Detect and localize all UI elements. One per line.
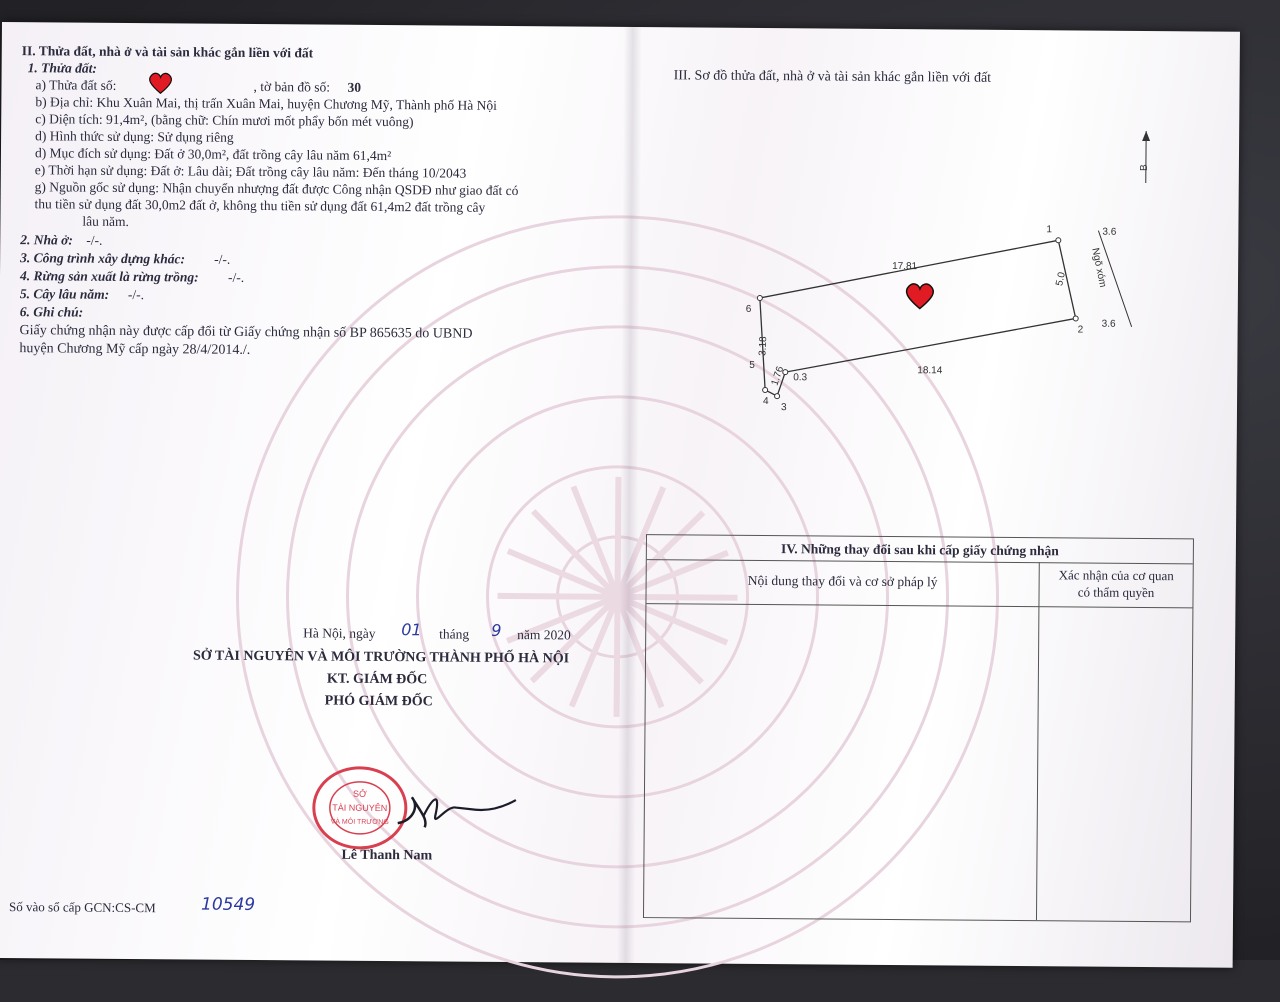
registry-label: Số vào sổ cấp GCN:CS-CM xyxy=(9,898,156,916)
length-left: 3.18 xyxy=(757,336,769,356)
perennial-value: -/-. xyxy=(128,286,144,303)
road-label: Ngõ xóm xyxy=(1089,247,1108,288)
seal-text-2: TÀI NGUYÊN xyxy=(332,803,387,813)
road-width-top: 3.6 xyxy=(1102,227,1116,238)
section-3-title: III. Sơ đồ thửa đất, nhà ở và tài sản khác gắn liền với đất xyxy=(674,67,992,86)
length-right: 5.0 xyxy=(1054,271,1068,287)
forest-value: -/-. xyxy=(228,269,244,286)
notes-label: 6. Ghi chú: xyxy=(20,303,84,320)
map-sheet-number: 30 xyxy=(347,79,361,96)
note-line-1: Giấy chứng nhận này được cấp đổi từ Giấy chứng nhận số BP 865635 do UBND xyxy=(20,322,473,343)
column-authority-line-2: có thẩm quyền xyxy=(1039,583,1192,601)
redaction-heart-icon xyxy=(147,71,173,95)
changes-table xyxy=(643,534,1194,922)
issue-day: 01 xyxy=(401,621,421,638)
point-3: 3 xyxy=(781,402,787,413)
point-2: 2 xyxy=(1078,324,1084,335)
road-width-bottom: 3.6 xyxy=(1102,319,1116,330)
column-divider xyxy=(1036,562,1040,920)
perennial-label: 5. Cây lâu năm: xyxy=(20,285,109,303)
note-line-2: huyện Chương Mỹ cấp ngày 28/4/2014./. xyxy=(19,340,250,359)
usage-purpose-line: d) Mục đích sử dụng: Đất ở 30,0m², đất trồng cây lâu năm 61,4m² xyxy=(35,144,391,164)
length-bottom: 18.14 xyxy=(917,365,943,376)
signature-mark xyxy=(416,785,526,836)
north-arrow-label: B xyxy=(1139,164,1150,171)
deputy-director: PHÓ GIÁM ĐỐC xyxy=(325,693,433,711)
issue-date-prefix: Hà Nội, ngày xyxy=(303,624,375,642)
house-value: -/-. xyxy=(86,232,102,249)
subsection-land-plot: 1. Thửa đất: xyxy=(28,59,97,77)
column-change-content: Nội dung thay đổi và cơ sở pháp lý xyxy=(647,571,1039,591)
point-6: 6 xyxy=(746,304,752,315)
area-line: c) Diện tích: 91,4m², (bằng chữ: Chín mươi mốt phẩy bốn mét vuông) xyxy=(35,110,413,130)
origin-line-1: g) Nguồn gốc sử dụng: Nhận chuyển nhượng đất được Công nhận QSDĐ như giao đất có xyxy=(35,178,519,199)
issue-month: 9 xyxy=(491,622,501,639)
redaction-heart-icon-2 xyxy=(904,281,936,311)
signer-name: Lê Thanh Nam xyxy=(341,847,432,865)
plot-number-label: a) Thửa đất số: xyxy=(35,76,116,94)
land-plot-diagram xyxy=(739,128,1161,431)
section-4-title: IV. Những thay đổi sau khi cấp giấy chứng nhận xyxy=(647,539,1193,560)
issue-year: năm 2020 xyxy=(517,626,571,643)
column-authority-line-1: Xác nhận của cơ quan xyxy=(1040,566,1193,584)
usage-form-line: d) Hình thức sử dụng: Sử dụng riêng xyxy=(35,127,234,146)
usage-term-line: e) Thời hạn sử dụng: Đất ở: Lâu dài; Đất trồng cây lâu năm: Đến tháng 10/2043 xyxy=(35,161,467,181)
origin-line-3: lâu năm. xyxy=(82,213,129,230)
changes-table-header-row xyxy=(646,559,1192,608)
point-4: 4 xyxy=(763,396,769,407)
kt-director: KT. GIÁM ĐỐC xyxy=(327,671,428,689)
other-construction-label: 3. Công trình xây dựng khác: xyxy=(20,249,185,267)
land-certificate-sheet xyxy=(0,22,1240,968)
length-diagonal: 1.76 xyxy=(770,365,787,387)
point-5: 5 xyxy=(749,360,755,371)
origin-line-2: thu tiền sử dụng đất 30,0m2 đất ở, không thu tiền sử dụng đất 61,4m2 đất trồng cây xyxy=(35,195,486,216)
seal-text-3: VÀ MÔI TRƯỜNG xyxy=(331,817,389,826)
section-2-title: II. Thửa đất, nhà ở và tài sản khác gắn liền với đất xyxy=(22,42,314,61)
issuer-name: SỞ TÀI NGUYÊN VÀ MÔI TRƯỜNG THÀNH PHỐ HÀ NỘI xyxy=(193,648,569,668)
seal-text-1: SỞ xyxy=(353,788,367,799)
issue-month-label: tháng xyxy=(439,625,469,642)
forest-label: 4. Rừng sản xuất là rừng trồng: xyxy=(20,267,199,285)
other-construction-value: -/-. xyxy=(214,251,230,268)
point-1: 1 xyxy=(1046,224,1052,235)
registry-number: 10549 xyxy=(201,897,255,914)
house-label: 2. Nhà ở: xyxy=(20,231,73,248)
length-top: 17.81 xyxy=(892,261,918,272)
red-seal-stamp xyxy=(299,762,430,853)
address-line: b) Địa chỉ: Khu Xuân Mai, thị trấn Xuân Mai, huyện Chương Mỹ, Thành phố Hà Nội xyxy=(35,93,497,114)
map-sheet-label: , tờ bản đồ số: xyxy=(253,78,330,96)
length-small: 0.3 xyxy=(793,372,807,383)
